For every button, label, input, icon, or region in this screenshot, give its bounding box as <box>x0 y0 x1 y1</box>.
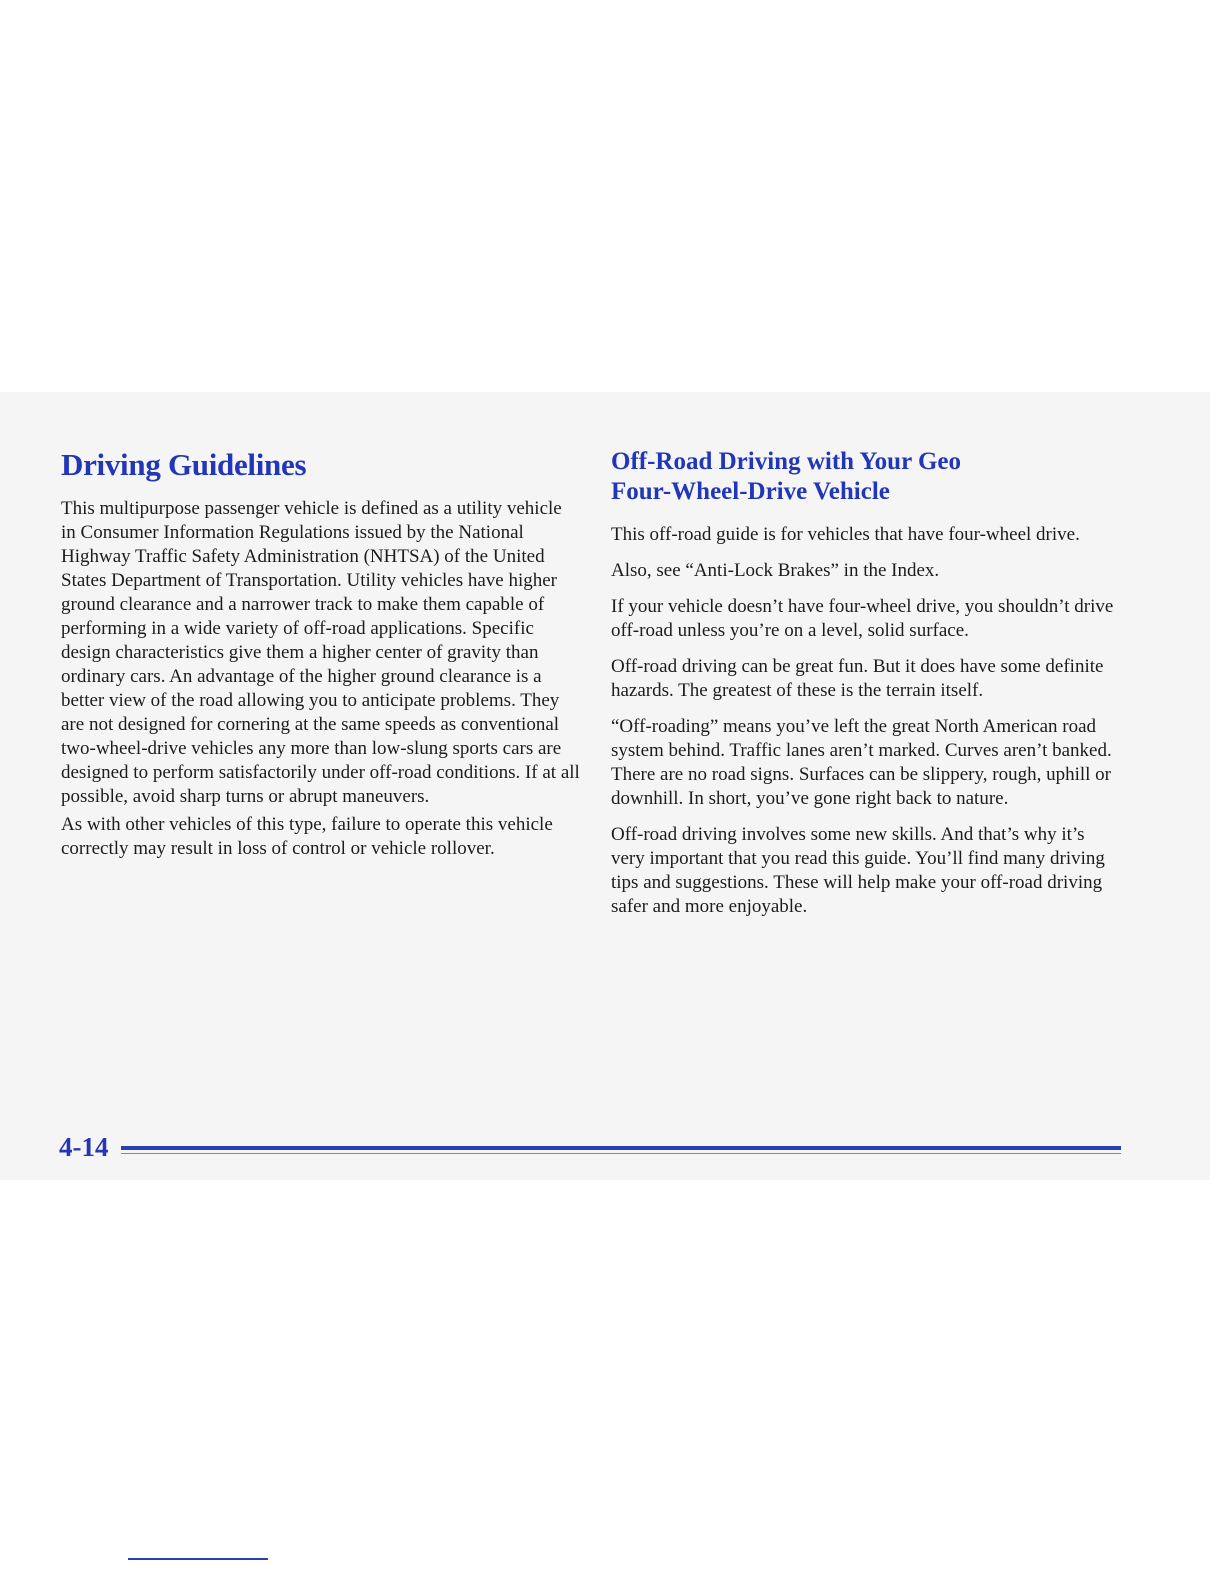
left-column <box>61 447 581 861</box>
page-footer <box>59 1132 1123 1162</box>
off-road-paragraph-3: If your vehicle doesn’t have four-wheel drive, you shouldn’t drive off-road unless you’re on a level, solid surface. <box>611 596 1114 641</box>
driving-guidelines-paragraph-2: As with other vehicles of this type, failure to operate this vehicle correctly may result in loss of control or vehicle rollover. <box>61 814 553 859</box>
off-road-paragraph-5: “Off-roading” means you’ve left the great North American road system behind. Traffic lanes aren’t marked. Curves aren’t banked. There are no road signs. Surfaces can be slippery, rough, uphill or downhill. In short, you’ve gone right back to nature. <box>611 716 1112 809</box>
driving-guidelines-paragraph-1: This multipurpose passenger vehicle is defined as a utility vehicle in Consumer Information Regulations issued by the National Highway Traffic Safety Administration (NHTSA) of the United States Department of Transportation. Utility vehicles have higher ground clearance and a narrower track to make them capable of performing in a wide variety of off-road applications. Specific design characteristics give them a higher center of gravity than ordinary cars. An advantage of the higher ground clearance is a better view of the road allowing you to anticipate problems. They are not designed for cornering at the same speeds as conventional two-wheel-drive vehicles any more than low-slung sports cars are designed to perform satisfactorily under off-road conditions. If at all possible, avoid sharp turns or abrupt maneuvers. <box>61 498 580 807</box>
off-road-paragraph-2: Also, see “Anti-Lock Brakes” in the Index. <box>611 560 940 581</box>
footer-rule-thin <box>121 1153 1121 1154</box>
title-line-2: Four-Wheel-Drive Vehicle <box>611 478 890 505</box>
off-road-paragraph-4: Off-road driving can be great fun. But it does have some definite hazards. The greatest of these is the terrain itself. <box>611 656 1104 701</box>
page-number: 4-14 <box>59 1132 109 1162</box>
title-line-1: Off-Road Driving with Your Geo <box>611 448 961 475</box>
section-title-off-road-driving <box>611 447 1121 507</box>
off-road-paragraph-1: This off-road guide is for vehicles that have four-wheel drive. <box>611 524 1080 545</box>
off-road-paragraph-6: Off-road driving involves some new skills. And that’s why it’s very important that you read this guide. You’ll find many driving tips and suggestions. These will help make your off-road driving safer and more enjoyable. <box>611 824 1105 917</box>
right-column <box>611 447 1121 931</box>
section-title-driving-guidelines: Driving Guidelines <box>61 447 307 482</box>
footer-rule <box>121 1146 1121 1150</box>
bottom-divider <box>128 1558 268 1560</box>
